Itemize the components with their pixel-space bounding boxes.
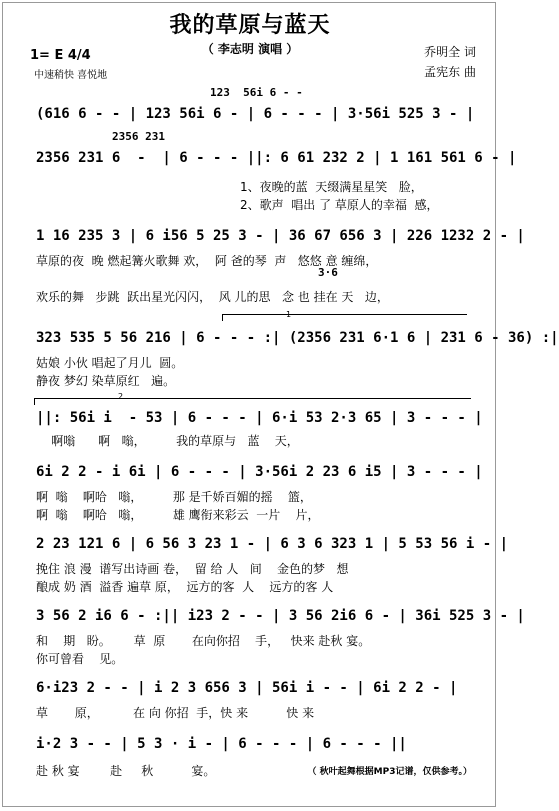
volta-2-number: 2 <box>118 392 124 401</box>
lyric-line: 啊嗡 啊 嗡， 我的草原与 蓝 天， <box>36 434 299 448</box>
upper-voice: 2356 231 <box>112 130 165 143</box>
volta-2 <box>34 398 471 405</box>
melody-line: 323 535 5 56 216 | 6 - - - :| (2356 231 6·1 6 | 231 6 - 36) :| <box>36 330 559 346</box>
lyricist: 乔明全 词 <box>424 45 476 59</box>
lyric-line: 啊 嗡 啊哈 嗡， 雄 鹰衔来彩云 一片 片， <box>36 508 320 522</box>
lyric-line: 欢乐的舞 步跳 跃出星光闪闪， 风 儿的思 念 也 挂在 天 边， <box>36 290 389 304</box>
volta-1 <box>222 314 467 321</box>
volta-1-number: 1 <box>286 310 292 319</box>
song-title: 我的草原与蓝天 <box>169 13 331 38</box>
melody-line: 6i 2 2 - i 6i | 6 - - - | 3·56i 2 23 6 i5 | 3 - - - | <box>36 464 483 480</box>
lyric-line: 和 期 盼。 草 原 在向你招 手， 快来 赴秋 宴。 <box>36 634 371 648</box>
upper-voice: 123 56i 6 - - <box>210 86 303 99</box>
lyric-line: 你可曾看 见。 <box>36 652 124 666</box>
melody-line: 2 23 121 6 | 6 56 3 23 1 - | 6 3 6 323 1 | 5 53 56 i - | <box>36 536 509 552</box>
performer: （ 李志明 演唱 ） <box>201 42 299 56</box>
composer: 孟宪东 曲 <box>424 65 476 79</box>
lyric-line: 赴 秋 宴 赴 秋 宴。 <box>36 764 216 778</box>
lyric-line: 2、歌声 唱出 了 草原人的幸福 感， <box>240 198 439 212</box>
lyric-line: 酿成 奶 酒 溢香 遍草 原， 远方的客 人 远方的客 人 <box>36 580 334 594</box>
lyric-line: 静夜 梦幻 染草原红 遍。 <box>36 374 176 388</box>
key-signature: 1= E 4/4 <box>30 48 91 63</box>
melody-line: 2356 231 6 - | 6 - - - ||: 6 61 232 2 | 1 161 561 6 - | <box>36 150 517 166</box>
lyric-line: 挽住 浪 漫 谱写出诗画 卷， 留 给 人 间 金色的梦 想 <box>36 562 349 576</box>
melody-line: 6·i23 2 - - | i 2 3 656 3 | 56i i - - | 6i 2 2 - | <box>36 680 458 696</box>
credits <box>424 42 476 82</box>
lyric-line: 1、夜晚的蓝 天缀满星星笑 脸， <box>240 180 423 194</box>
transcription-note: （ 秋叶起舞根据MP3记谱，仅供参考。） <box>307 767 472 777</box>
melody-line: i·2 3 - - | 5 3 · i - | 6 - - - | 6 - - - || <box>36 736 407 752</box>
lyric-line: 啊 嗡 啊哈 嗡， 那 是千娇百媚的摇 篮， <box>36 490 312 504</box>
melody-line: (616 6 - - | 123 56i 6 - | 6 - - - | 3·56i 525 3 - | <box>36 106 475 122</box>
lyric-line: 姑娘 小伙 唱起了月儿 圆。 <box>36 356 184 370</box>
tempo-marking: 中速稍快 喜悦地 <box>34 70 108 81</box>
melody-line: ||: 56i i - 53 | 6 - - - | 6·i 53 2·3 65 | 3 - - - | <box>36 410 483 426</box>
lyric-line: 草 原， 在 向 你招 手，快 来 快 来 <box>36 706 315 720</box>
melody-line: 3 56 2 i6 6 - :|| i23 2 - - | 3 56 2i6 6 - | 36i 525 3 - | <box>36 608 525 624</box>
upper-voice: 3·6 <box>318 266 338 279</box>
lyric-line: 草原的夜 晚 燃起篝火歌舞 欢， 阿 爸的琴 声 悠悠 意 缠绵， <box>36 254 378 268</box>
melody-line: 1 16 235 3 | 6 i56 5 25 3 - | 36 67 656 3 | 226 1232 2 - | <box>36 228 525 244</box>
